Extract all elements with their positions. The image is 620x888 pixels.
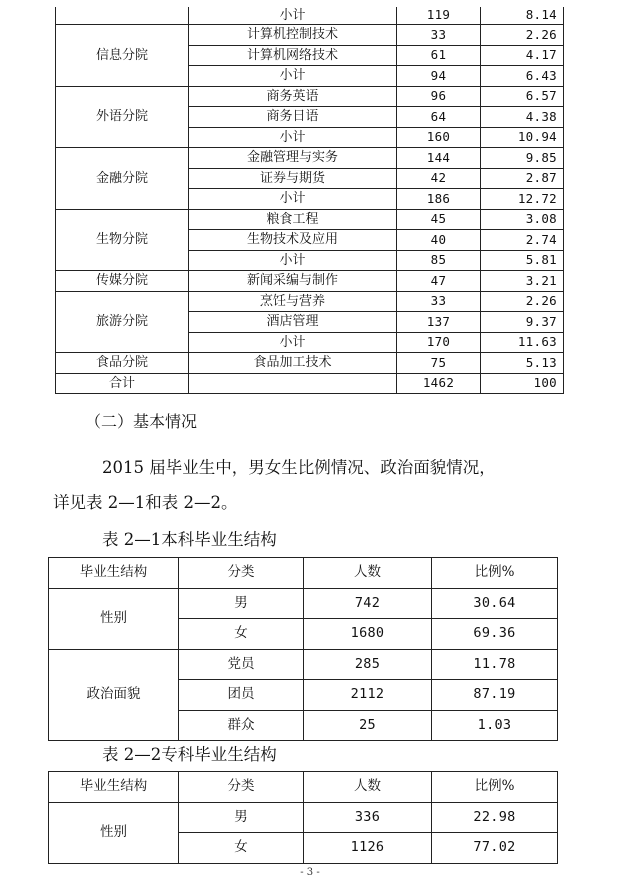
category-cell: 团员	[179, 680, 304, 711]
ratio-cell: 11.78	[432, 649, 558, 680]
header-row	[49, 772, 558, 803]
dept-cell: 传媒分院	[56, 271, 189, 292]
ratio-cell: 2.26	[481, 291, 564, 312]
count-cell: 160	[397, 127, 481, 148]
ratio-cell: 2.74	[481, 230, 564, 251]
ratio-cell: 77.02	[432, 833, 558, 864]
major-cell: 商务英语	[189, 86, 397, 107]
ratio-cell: 10.94	[481, 127, 564, 148]
count-cell: 25	[304, 710, 432, 741]
header-structure: 毕业生结构	[49, 558, 179, 589]
count-cell: 40	[397, 230, 481, 251]
group-gender: 性别	[49, 588, 179, 649]
total-count: 1462	[397, 373, 481, 394]
table-row	[56, 7, 564, 25]
undergraduate-structure-table	[48, 557, 558, 741]
total-row	[56, 373, 564, 394]
major-cell: 食品加工技术	[189, 353, 397, 374]
major-cell: 计算机控制技术	[189, 25, 397, 46]
table-row	[49, 649, 558, 680]
major-cell: 商务日语	[189, 107, 397, 128]
header-structure: 毕业生结构	[49, 772, 179, 803]
count-cell: 186	[397, 189, 481, 210]
category-cell: 男	[179, 588, 304, 619]
count-cell: 137	[397, 312, 481, 333]
count-cell: 61	[397, 45, 481, 66]
category-cell: 党员	[179, 649, 304, 680]
ratio-cell: 22.98	[432, 802, 558, 833]
paragraph-line-1: 2015 届毕业生中，男女生比例情况、政治面貌情况，	[102, 458, 496, 477]
ratio-cell: 87.19	[432, 680, 558, 711]
header-count: 人数	[304, 558, 432, 589]
dept-cell: 生物分院	[56, 209, 189, 271]
dept-cell: 旅游分院	[56, 291, 189, 353]
ratio-cell: 2.87	[481, 168, 564, 189]
count-cell: 742	[304, 588, 432, 619]
header-category: 分类	[179, 772, 304, 803]
major-cell: 小计	[189, 7, 397, 25]
major-cell: 计算机网络技术	[189, 45, 397, 66]
count-cell: 96	[397, 86, 481, 107]
table-row	[56, 271, 564, 292]
total-major-cell	[189, 373, 397, 394]
count-cell: 336	[304, 802, 432, 833]
dept-cell: 食品分院	[56, 353, 189, 374]
count-cell: 42	[397, 168, 481, 189]
total-label: 合计	[56, 373, 189, 394]
dept-cell: 信息分院	[56, 25, 189, 87]
table-row	[56, 209, 564, 230]
major-cell: 烹饪与营养	[189, 291, 397, 312]
ratio-cell: 5.81	[481, 250, 564, 271]
header-ratio: 比例%	[432, 558, 558, 589]
major-cell: 酒店管理	[189, 312, 397, 333]
ratio-cell: 6.57	[481, 86, 564, 107]
header-ratio: 比例%	[432, 772, 558, 803]
count-cell: 47	[397, 271, 481, 292]
table-row	[56, 291, 564, 312]
major-cell: 小计	[189, 189, 397, 210]
department-major-table	[55, 7, 564, 394]
count-cell: 144	[397, 148, 481, 169]
count-cell: 119	[397, 7, 481, 25]
major-cell: 粮食工程	[189, 209, 397, 230]
header-count: 人数	[304, 772, 432, 803]
table-2-1-caption: 表 2—1本科毕业生结构	[102, 530, 277, 549]
count-cell: 45	[397, 209, 481, 230]
major-cell: 金融管理与实务	[189, 148, 397, 169]
total-ratio: 100	[481, 373, 564, 394]
table-row	[56, 86, 564, 107]
ratio-cell: 11.63	[481, 332, 564, 353]
ratio-cell: 2.26	[481, 25, 564, 46]
category-cell: 女	[179, 619, 304, 650]
count-cell: 285	[304, 649, 432, 680]
count-cell: 1680	[304, 619, 432, 650]
header-category: 分类	[179, 558, 304, 589]
major-cell: 生物技术及应用	[189, 230, 397, 251]
ratio-cell: 4.17	[481, 45, 564, 66]
ratio-cell: 4.38	[481, 107, 564, 128]
major-cell: 小计	[189, 127, 397, 148]
major-cell: 证券与期货	[189, 168, 397, 189]
ratio-cell: 1.03	[432, 710, 558, 741]
count-cell: 1126	[304, 833, 432, 864]
ratio-cell: 12.72	[481, 189, 564, 210]
major-cell: 小计	[189, 250, 397, 271]
ratio-cell: 3.08	[481, 209, 564, 230]
junior-college-structure-table	[48, 771, 558, 864]
table-2-2-caption: 表 2—2专科毕业生结构	[102, 745, 277, 764]
count-cell: 94	[397, 66, 481, 87]
category-cell: 男	[179, 802, 304, 833]
table-row	[56, 353, 564, 374]
table-row	[56, 25, 564, 46]
count-cell: 170	[397, 332, 481, 353]
paragraph-line-2: 详见表 2—1和表 2—2。	[53, 493, 238, 512]
dept-cell	[56, 7, 189, 25]
count-cell: 85	[397, 250, 481, 271]
count-cell: 33	[397, 25, 481, 46]
ratio-cell: 6.43	[481, 66, 564, 87]
count-cell: 33	[397, 291, 481, 312]
major-cell: 小计	[189, 332, 397, 353]
count-cell: 2112	[304, 680, 432, 711]
ratio-cell: 8.14	[481, 7, 564, 25]
ratio-cell: 9.37	[481, 312, 564, 333]
ratio-cell: 3.21	[481, 271, 564, 292]
count-cell: 64	[397, 107, 481, 128]
category-cell: 群众	[179, 710, 304, 741]
dept-cell: 外语分院	[56, 86, 189, 148]
ratio-cell: 30.64	[432, 588, 558, 619]
table-row	[56, 148, 564, 169]
table-row	[49, 802, 558, 833]
header-row	[49, 558, 558, 589]
group-politics: 政治面貌	[49, 649, 179, 741]
section-heading: （二）基本情况	[85, 412, 198, 431]
group-gender: 性别	[49, 802, 179, 863]
category-cell: 女	[179, 833, 304, 864]
major-cell: 新闻采编与制作	[189, 271, 397, 292]
ratio-cell: 9.85	[481, 148, 564, 169]
major-cell: 小计	[189, 66, 397, 87]
dept-cell: 金融分院	[56, 148, 189, 210]
ratio-cell: 69.36	[432, 619, 558, 650]
table-row	[49, 588, 558, 619]
ratio-cell: 5.13	[481, 353, 564, 374]
page-number: - 3 -	[300, 867, 320, 878]
count-cell: 75	[397, 353, 481, 374]
